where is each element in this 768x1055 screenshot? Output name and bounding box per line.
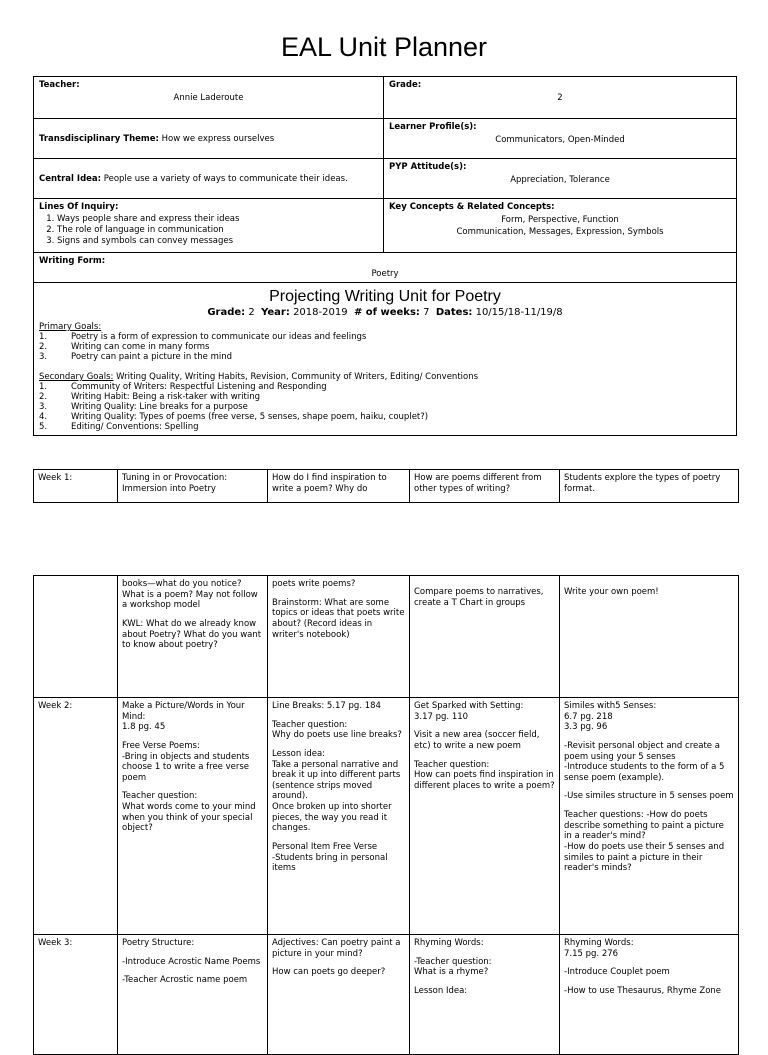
table-row bbox=[34, 935, 739, 1055]
unit-info-table bbox=[33, 76, 737, 436]
inquiry-item: 2. The role of language in communication bbox=[57, 225, 378, 235]
grade-value: 2 bbox=[557, 93, 563, 103]
dates-meta-label: Dates: bbox=[435, 307, 473, 318]
week3-col4: Rhyming Words: 7.15 pg. 276 -Introduce Couplet poem -How to use Thesaurus, Rhyme Zone bbox=[560, 935, 739, 1055]
week2-col2: Line Breaks: 5.17 pg. 184 Teacher question: Why do poets use line breaks? Lesson idea: Take a personal narrative and break it up into different parts (sentence strips moved around). Once broken up into shorter pieces, the way you read it changes. Personal Item Free Verse -Students bring in personal items bbox=[268, 698, 410, 935]
writing-form-value: Poetry bbox=[371, 269, 399, 279]
goal-item: 3. Writing Quality: Line breaks for a purpose bbox=[39, 402, 248, 412]
goal-item: 3. Poetry can paint a picture in the mind bbox=[39, 352, 232, 362]
week1-label: Week 1: bbox=[34, 470, 118, 503]
inquiry-item: 1. Ways people share and express their ideas bbox=[57, 214, 378, 224]
week1-col3: How are poems different from other types of writing? bbox=[410, 470, 560, 503]
inquiry-item: 3. Signs and symbols can convey messages bbox=[57, 236, 378, 246]
week1-col2: How do I find inspiration to write a poem? Why do bbox=[268, 470, 410, 503]
table-row bbox=[34, 698, 739, 935]
teacher-value: Annie Laderoute bbox=[173, 93, 244, 103]
lines-of-inquiry-label: Lines Of Inquiry: bbox=[39, 202, 119, 212]
goal-item: 2. Writing can come in many forms bbox=[39, 342, 210, 352]
key-concepts-label: Key Concepts & Related Concepts: bbox=[389, 202, 555, 212]
continued-label bbox=[34, 576, 118, 698]
week1-col4: Students explore the types of poetry format. bbox=[560, 470, 739, 503]
week2-col3: Get Sparked with Setting: 3.17 pg. 110 Visit a new area (soccer field, etc) to write a new poem Teacher question: How can poets find inspiration in different places to write a poem? bbox=[410, 698, 560, 935]
page-title: EAL Unit Planner bbox=[280, 32, 488, 62]
lines-of-inquiry-list bbox=[57, 214, 378, 246]
table-row bbox=[34, 576, 739, 698]
teacher-cell bbox=[34, 77, 384, 119]
central-idea-label: Central Idea: bbox=[39, 173, 102, 184]
week2-col1: Make a Picture/Words in Your Mind: 1.8 pg. 45 Free Verse Poems: -Bring in objects and students choose 1 to write a free verse poem Teacher question: What words come to your mind when you think of your special object? bbox=[118, 698, 268, 935]
primary-goals-list bbox=[39, 332, 731, 362]
week3-col3: Rhyming Words: -Teacher question: What is a rhyme? Lesson Idea: bbox=[410, 935, 560, 1055]
continued-col3: Compare poems to narratives, create a T Chart in groups bbox=[410, 576, 560, 698]
writing-form-cell bbox=[34, 253, 737, 283]
key-concepts-cell bbox=[384, 199, 737, 253]
theme-value: How we express ourselves bbox=[161, 133, 275, 144]
goal-item: 1. Poetry is a form of expression to communicate our ideas and feelings bbox=[39, 332, 367, 342]
weeks-meta-value: 7 bbox=[423, 307, 430, 318]
secondary-goals-summary: Writing Quality, Writing Habits, Revision, Community of Writers, Editing/ Conventions bbox=[116, 372, 479, 382]
secondary-goals-list bbox=[39, 382, 731, 432]
week1-table bbox=[33, 469, 739, 503]
learner-profile-value: Communicators, Open-Minded bbox=[495, 135, 625, 145]
theme-cell bbox=[34, 119, 384, 159]
secondary-goals-heading: Secondary Goals: Writing Quality, Writing Habits, Revision, Community of Writers, Editing/ Conventions bbox=[39, 372, 479, 382]
week3-col1: Poetry Structure: -Introduce Acrostic Name Poems -Teacher Acrostic name poem bbox=[118, 935, 268, 1055]
central-idea-value: People use a variety of ways to communicate their ideas. bbox=[103, 173, 348, 184]
week2-col4: Similes with5 Senses: 6.7 pg. 218 3.3 pg. 96 -Revisit personal object and create a poem using your 5 senses -Introduce students to the form of a 5 sense poem (example). -Use similes structure in 5 senses poem Teacher questions: -How do poets describe something to paint a picture in a reader's mind? -How do poets use their 5 senses and similes to paint a picture in their reader's minds? bbox=[560, 698, 739, 935]
lines-of-inquiry-cell bbox=[34, 199, 384, 253]
weeks-meta-label: # of weeks: bbox=[353, 307, 420, 318]
week3-label: Week 3: bbox=[34, 935, 118, 1055]
projecting-unit-cell bbox=[34, 283, 737, 436]
key-concepts-value: Form, Perspective, Function bbox=[501, 215, 619, 225]
grade-label: Grade: bbox=[389, 80, 422, 90]
grade-meta-value: 2 bbox=[248, 307, 255, 318]
projecting-title: Projecting Writing Unit for Poetry bbox=[269, 288, 501, 305]
week1-col1: Tuning in or Provocation: Immersion into Poetry bbox=[118, 470, 268, 503]
learner-profile-label: Learner Profile(s): bbox=[389, 122, 477, 132]
goal-item: 1. Community of Writers: Respectful Listening and Responding bbox=[39, 382, 327, 392]
goal-item: 2. Writing Habit: Being a risk-taker with writing bbox=[39, 392, 261, 402]
pyp-attitude-label: PYP Attitude(s): bbox=[389, 162, 467, 172]
pyp-attitude-cell bbox=[384, 159, 737, 199]
theme-label: Transdisciplinary Theme: bbox=[39, 133, 159, 144]
continued-col2: poets write poems? Brainstorm: What are some topics or ideas that poets write about? (Record ideas in writer's notebook) bbox=[268, 576, 410, 698]
primary-goals-heading: Primary Goals: bbox=[39, 322, 102, 332]
goal-item: 4. Writing Quality: Types of poems (free verse, 5 senses, shape poem, haiku, couplet?) bbox=[39, 412, 429, 422]
learner-profile-cell bbox=[384, 119, 737, 159]
pyp-attitude-value: Appreciation, Tolerance bbox=[510, 175, 610, 185]
weeks-table bbox=[33, 575, 739, 1055]
continued-col1: books—what do you notice? What is a poem? May not follow a workshop model KWL: What do we already know about Poetry? What do you want to know about poetry? bbox=[118, 576, 268, 698]
grade-cell bbox=[384, 77, 737, 119]
week3-col2: Adjectives: Can poetry paint a picture in your mind? How can poets go deeper? bbox=[268, 935, 410, 1055]
goal-item: 5. Editing/ Conventions: Spelling bbox=[39, 422, 199, 432]
continued-col4: Write your own poem! bbox=[560, 576, 739, 698]
writing-form-label: Writing Form: bbox=[39, 256, 106, 266]
projecting-meta bbox=[39, 307, 731, 318]
related-concepts-value: Communication, Messages, Expression, Symbols bbox=[456, 227, 664, 237]
year-meta-label: Year: bbox=[261, 307, 290, 318]
week2-label: Week 2: bbox=[34, 698, 118, 935]
grade-meta-label: Grade: bbox=[207, 307, 246, 318]
teacher-label: Teacher: bbox=[39, 80, 80, 90]
year-meta-value: 2018-2019 bbox=[293, 307, 348, 318]
dates-meta-value: 10/15/18-11/19/8 bbox=[475, 307, 563, 318]
central-idea-cell bbox=[34, 159, 384, 199]
